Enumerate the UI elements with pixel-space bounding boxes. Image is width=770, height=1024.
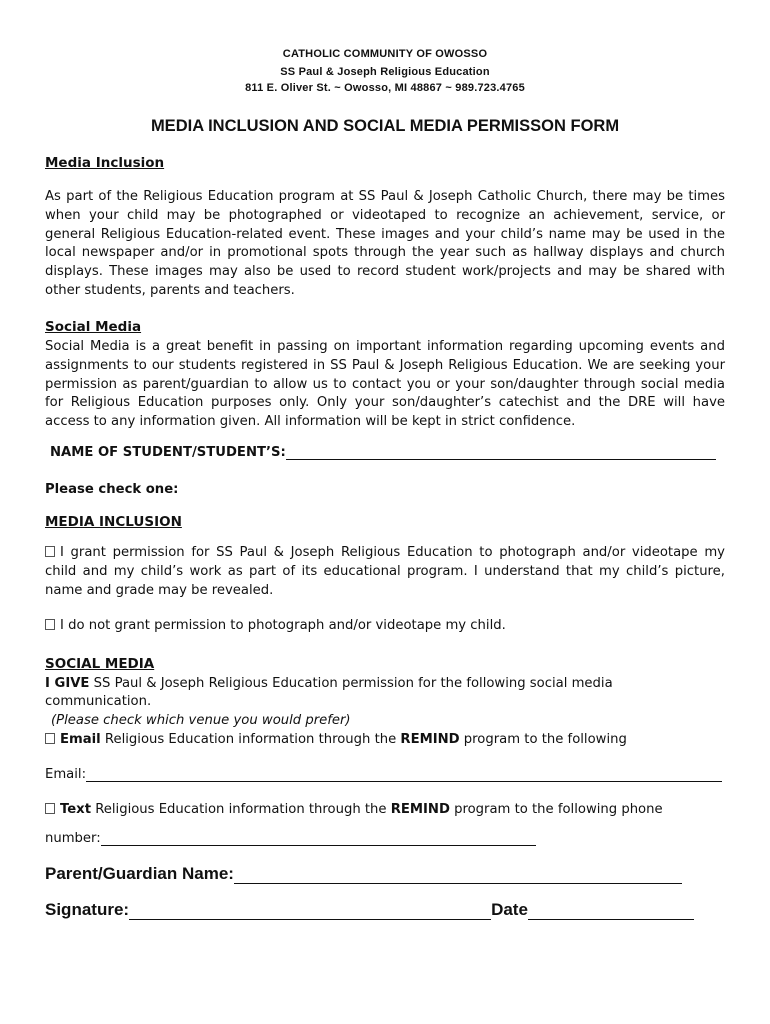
- form-title: MEDIA INCLUSION AND SOCIAL MEDIA PERMISSON FORM: [150, 117, 620, 135]
- media-inclusion-paragraph: [45, 188, 725, 301]
- paragraph-line: other students, parents and teachers.: [45, 282, 295, 298]
- email-label: Email:: [45, 767, 87, 782]
- student-name-field[interactable]: [286, 445, 716, 460]
- social-media-paragraph: [45, 338, 725, 432]
- student-name-label: NAME OF STUDENT/STUDENT’S:: [50, 445, 286, 460]
- parent-name-field[interactable]: [234, 866, 682, 884]
- paragraph-line: assignments to our students registered in SS Paul & Joseph Religious Education. We are seeking your: [45, 357, 725, 373]
- venue-note: (Please check which venue you would prefer): [51, 713, 351, 728]
- paragraph-line: for Religious Education purposes only. Only your son/daughter’s catechist and the DRE will have: [45, 395, 725, 411]
- email-option: Email Religious Education information through the REMIND program to the following: [45, 732, 627, 747]
- social-media-heading: Social Media: [45, 319, 142, 335]
- paragraph-line: Social Media is a great benefit in passing on important information regarding upcoming events and: [45, 339, 725, 354]
- paragraph-line: general Religious Education-related event. These images and your child’s name may be used in the: [45, 226, 725, 242]
- parent-name-label: Parent/Guardian Name:: [45, 864, 234, 883]
- phone-field[interactable]: [101, 831, 536, 846]
- paragraph-line: when your child may be photographed or videotaped to recognize an achievement, service, or: [45, 207, 725, 223]
- please-check-label: Please check one:: [45, 482, 179, 497]
- email-field[interactable]: [86, 767, 722, 782]
- email-checkbox[interactable]: [45, 733, 55, 744]
- text-option: Text Religious Education information through the REMIND program to the following phone: [45, 802, 663, 817]
- give-permission-line: I GIVE SS Paul & Joseph Religious Education permission for the following social media: [45, 676, 613, 691]
- student-name-row: [50, 445, 716, 460]
- give-permission-line2: communication.: [45, 694, 152, 709]
- deny-permission-option: I do not grant permission to photograph and/or videotape my child.: [45, 618, 506, 633]
- option-line: I grant permission for SS Paul & Joseph Religious Education to photograph and/or videotape my: [45, 544, 725, 563]
- paragraph-line: access to any information given. All information will be kept in strict confidence.: [45, 414, 576, 430]
- paragraph-line: local newspaper and/or in promotional spots through the year such as hallway displays and church: [45, 245, 725, 261]
- social-media-option-heading: SOCIAL MEDIA: [45, 656, 155, 672]
- signature-label: Signature:: [45, 900, 130, 919]
- option-line: child and my child’s work as part of its educational program. I understand that my child’s picture,: [45, 563, 725, 579]
- parent-name-row: [45, 864, 682, 884]
- signature-field[interactable]: [129, 902, 491, 920]
- phone-label: number:: [45, 831, 101, 846]
- paragraph-line: permission as parent/guardian to allow us to contact you or your son/daughter through social media: [45, 376, 725, 392]
- signature-row: [45, 900, 694, 920]
- text-checkbox[interactable]: [45, 803, 55, 814]
- date-label: Date: [491, 900, 528, 919]
- date-field[interactable]: [528, 902, 694, 920]
- media-inclusion-heading: Media Inclusion: [45, 155, 165, 171]
- grant-permission-option: [45, 544, 725, 600]
- option-line: name and grade may be revealed.: [45, 582, 274, 598]
- phone-row: [45, 831, 536, 846]
- grant-checkbox[interactable]: [45, 546, 55, 557]
- program-name: SS Paul & Joseph Religious Education: [280, 66, 490, 78]
- org-name: CATHOLIC COMMUNITY OF OWOSSO: [282, 48, 488, 60]
- paragraph-line: As part of the Religious Education program at SS Paul & Joseph Catholic Church, there may be times: [45, 189, 725, 204]
- paragraph-line: displays. These images may also be used to record student work/projects and may be shared with: [45, 264, 725, 280]
- media-inclusion-option-heading: MEDIA INCLUSION: [45, 514, 182, 530]
- email-row: [45, 767, 722, 782]
- deny-checkbox[interactable]: [45, 619, 55, 630]
- org-address: 811 E. Oliver St. ~ Owosso, MI 48867 ~ 989.723.4765: [245, 82, 525, 94]
